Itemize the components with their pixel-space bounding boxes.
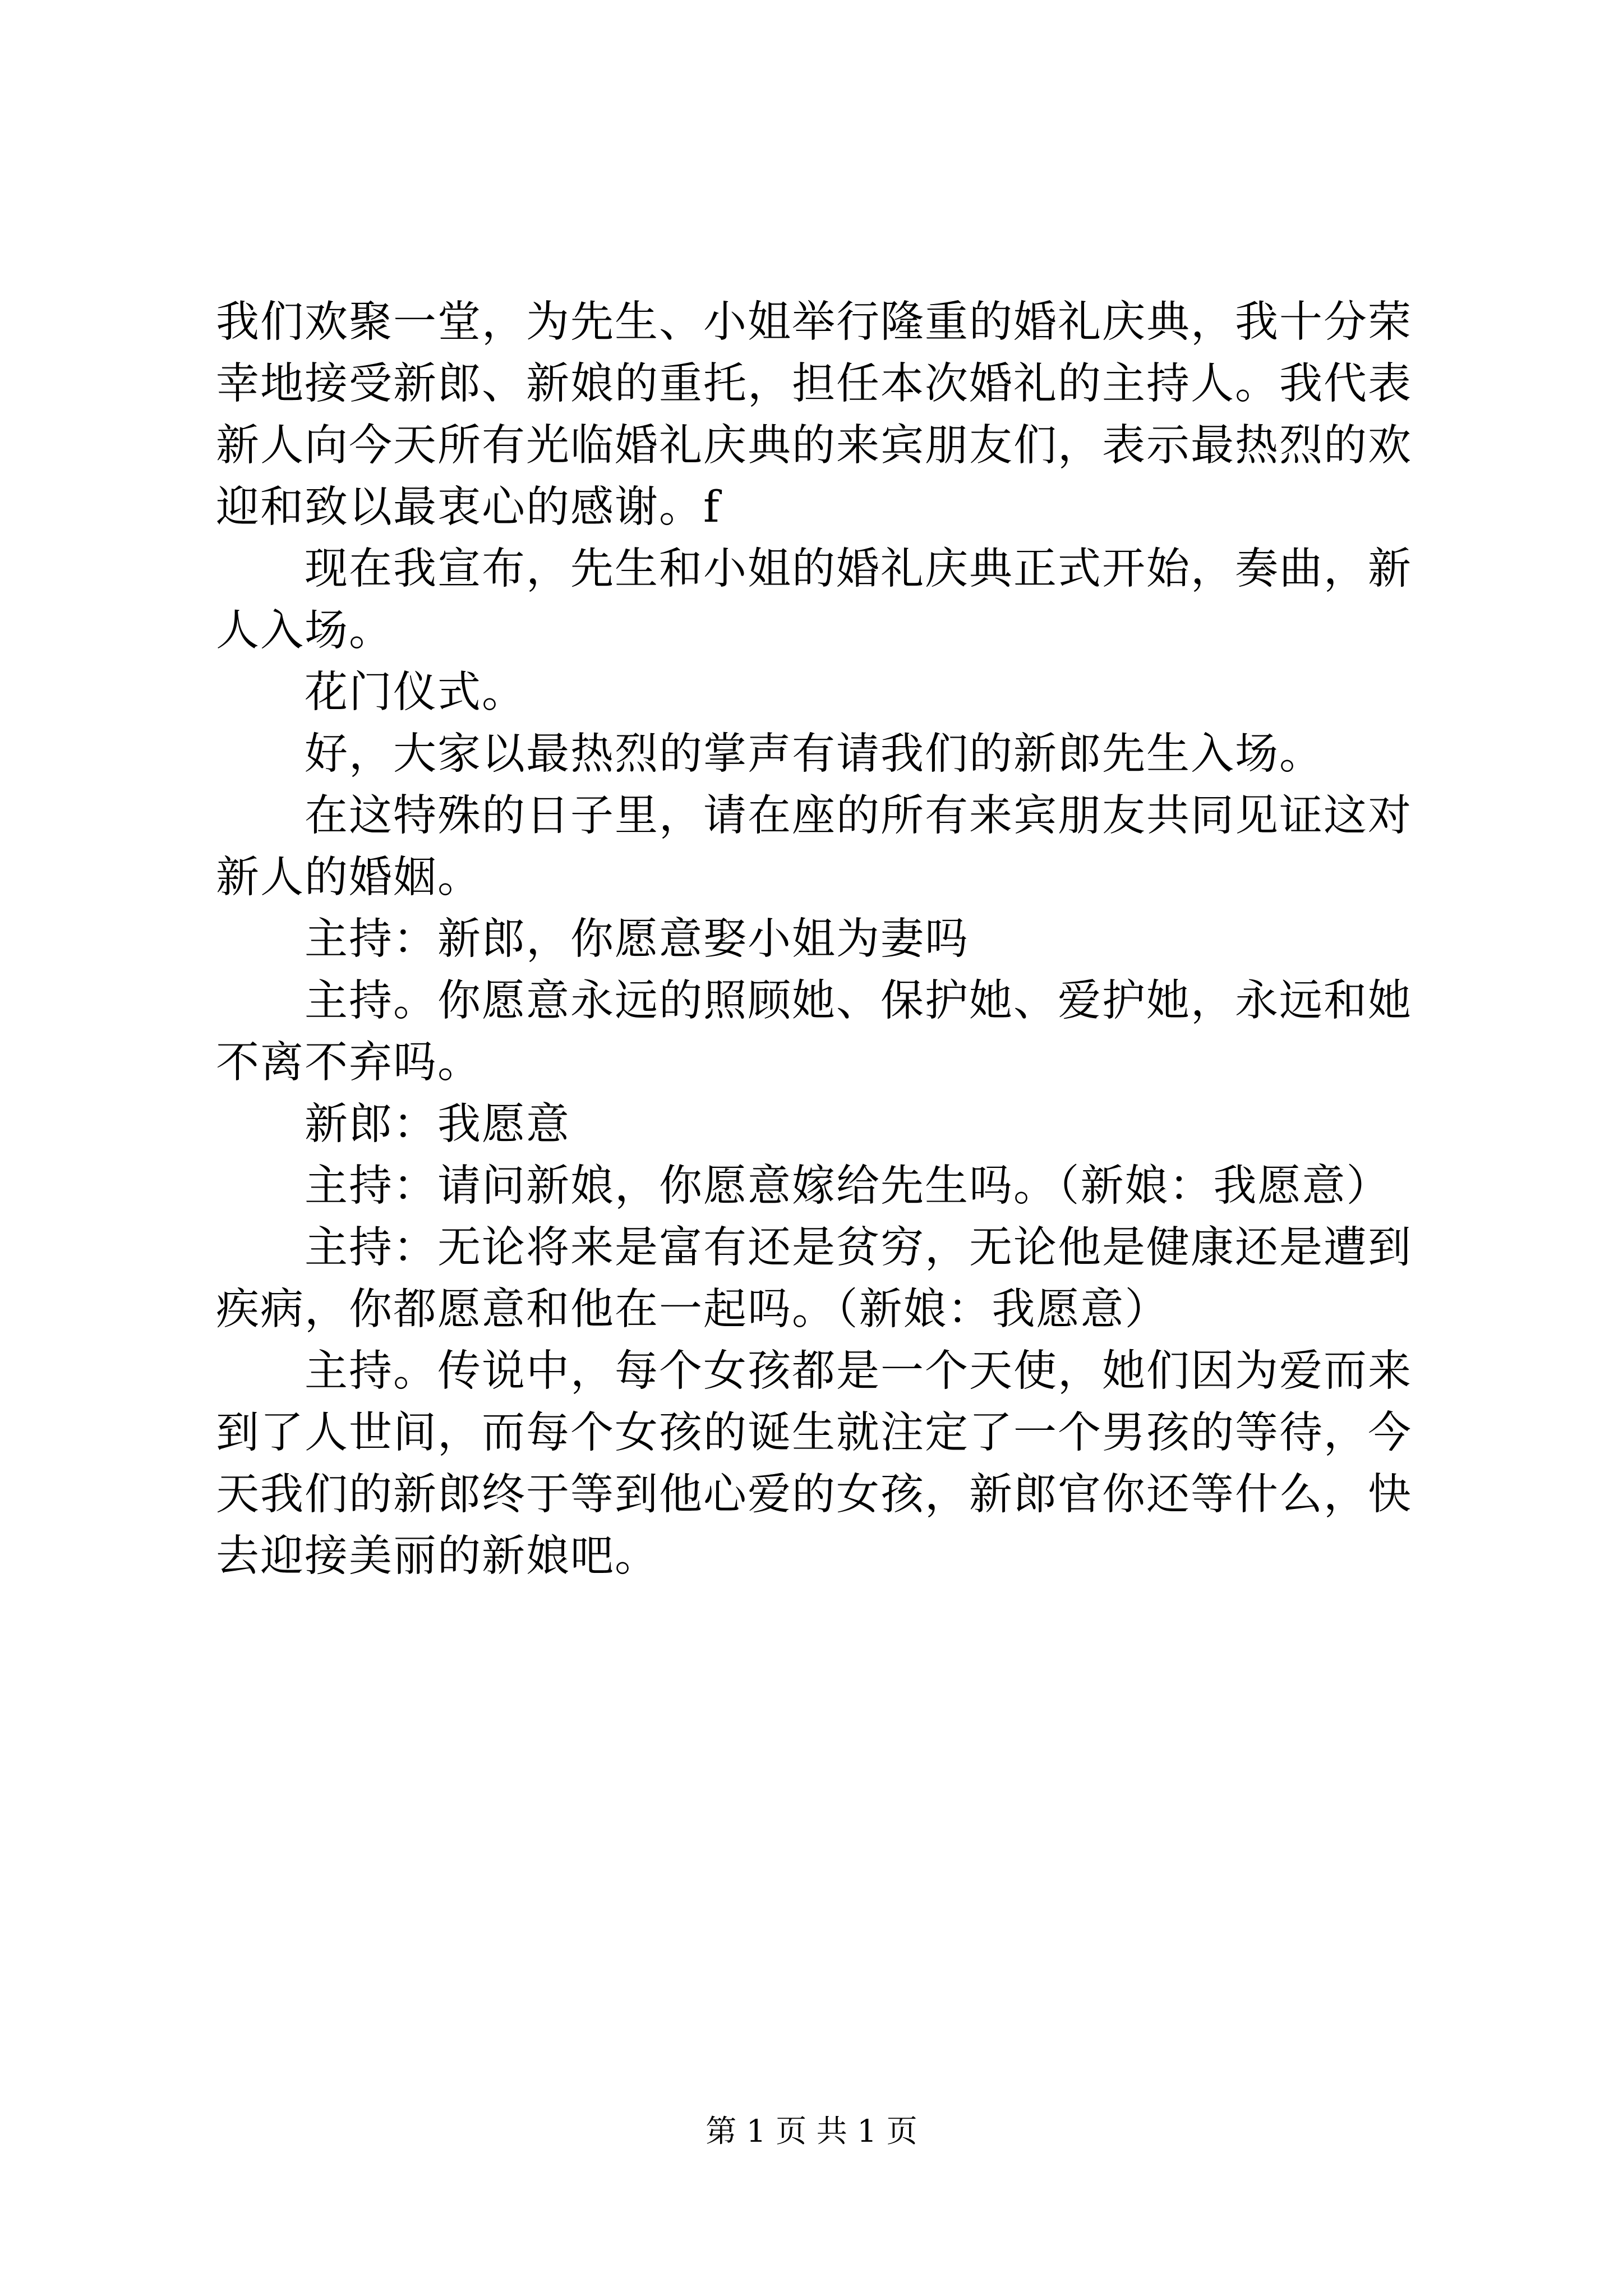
paragraph-host-angel-story: 主持。传说中，每个女孩都是一个天使，她们因为爱而来到了人世间，而每个女孩的诞生就注定了一个男孩的等待，今天我们的新郎终于等到他心爱的女孩，新郎官你还等什么，快去迎接美丽的新娘吧。 [216,1346,1412,1581]
document-body [216,292,1416,1588]
paragraph-groom-answer: 新郎：我愿意 [305,1099,570,1149]
paragraph-flower-gate: 花门仪式。 [305,668,526,717]
paragraph-host-vow-bride: 主持：无论将来是富有还是贫穷，无论他是健康还是遭到疾病，你都愿意和他在一起吗。（新娘：我愿意） [216,1223,1412,1335]
paragraph-opening: 我们欢聚一堂，为先生、小姐举行隆重的婚礼庆典，我十分荣幸地接受新郎、新娘的重托，担任本次婚礼的主持人。我代表新人向今天所有光临婚礼庆典的来宾朋友们，表示最热烈的欢迎和致以最衷心的感谢。f [216,297,1412,532]
paragraph-groom-entrance: 好，大家以最热烈的掌声有请我们的新郎先生入场。 [305,729,1324,779]
paragraph-announcement: 现在我宣布，先生和小姐的婚礼庆典正式开始，奏曲，新人入场。 [216,544,1412,656]
paragraph-host-question-groom: 主持：新郎，你愿意娶小姐为妻吗 [305,914,969,964]
paragraph-host-question-bride: 主持：请问新娘，你愿意嫁给先生吗。（新娘：我愿意） [305,1161,1391,1211]
paragraph-host-vow-groom: 主持。你愿意永远的照顾她、保护她、爱护她，永远和她不离不弃吗。 [216,976,1412,1088]
page-footer: 第 1 页 共 1 页 [706,2113,917,2149]
paragraph-witness: 在这特殊的日子里，请在座的所有来宾朋友共同见证这对新人的婚姻。 [216,791,1412,903]
